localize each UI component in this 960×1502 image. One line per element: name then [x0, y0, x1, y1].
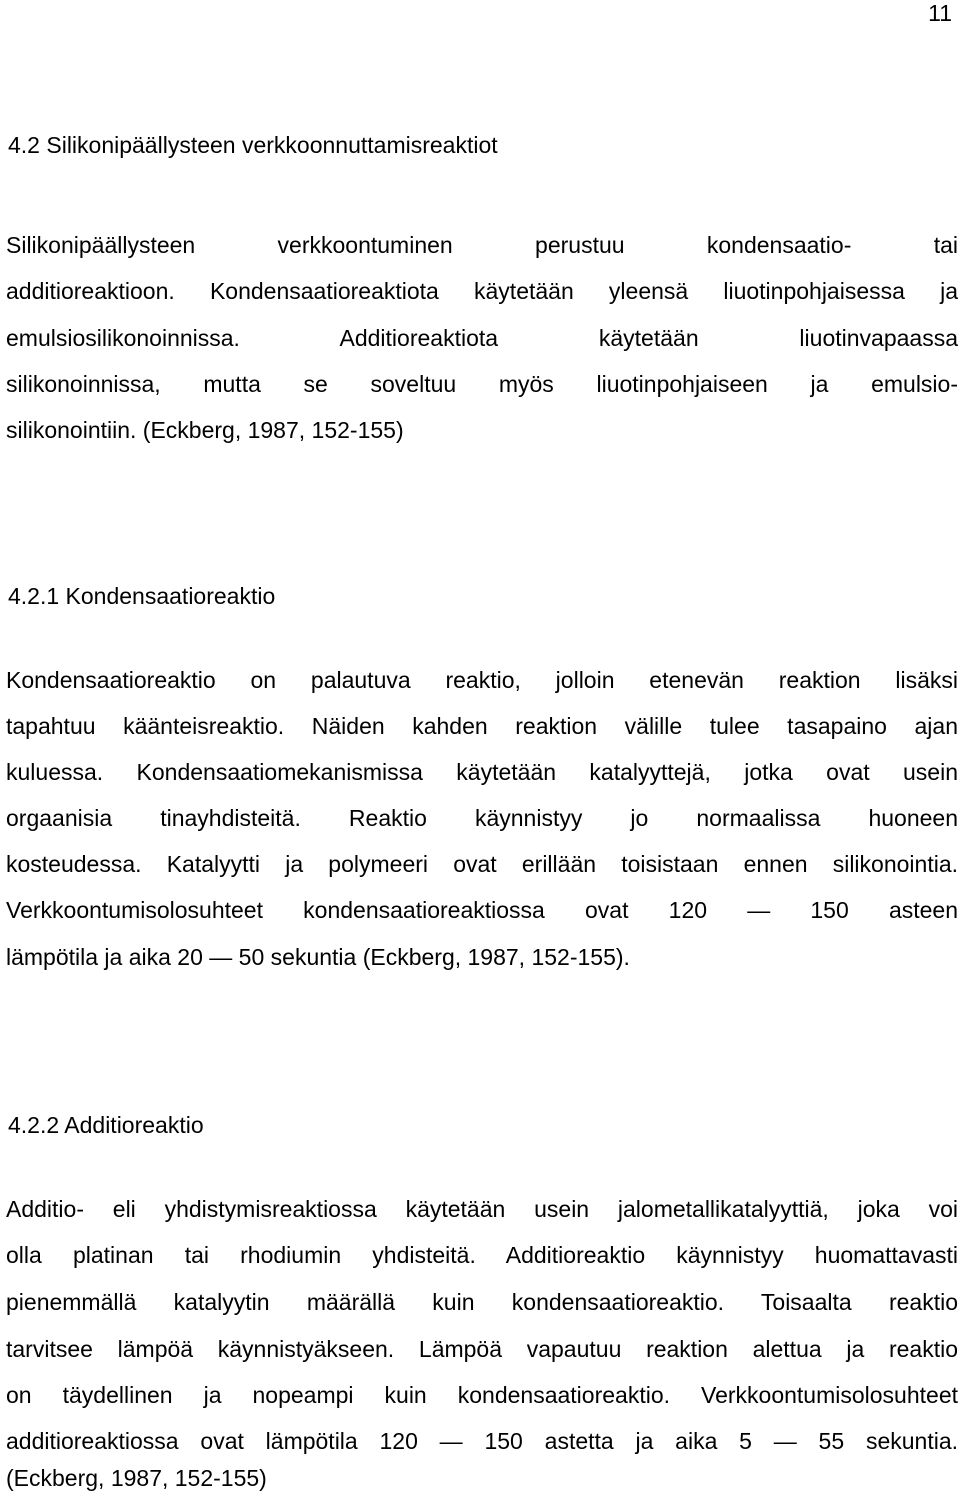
paragraph-4-2 [6, 232, 958, 443]
text-line: tarvitsee lämpöä käynnistyäkseen. Lämpöä vapautuu reaktion alettua ja reaktio [6, 1336, 958, 1362]
text-line: emulsiosilikonoinnissa. Additioreaktiota käytetään liuotinvapaassa [6, 325, 958, 351]
page-number: 11 [928, 0, 952, 26]
text-line: (Eckberg, 1987, 152-155) [6, 1465, 267, 1491]
text-line: on täydellinen ja nopeampi kuin kondensaatioreaktio. Verkkoontumisolosuhteet [6, 1382, 958, 1408]
section-heading-4-2-2: 4.2.2 Additioreaktio [8, 1112, 204, 1138]
text-line: Silikonipäällysteen verkkoontuminen perustuu kondensaatio- tai [6, 232, 958, 258]
text-line: Kondensaatioreaktio on palautuva reaktio, jolloin etenevän reaktion lisäksi [6, 667, 958, 693]
text-line: orgaanisia tinayhdisteitä. Reaktio käynnistyy jo normaalissa huoneen [6, 805, 958, 831]
text-line: pienemmällä katalyytin määrällä kuin kondensaatioreaktio. Toisaalta reaktio [6, 1289, 958, 1315]
text-line: silikonoinnissa, mutta se soveltuu myös liuotinpohjaiseen ja emulsio- [6, 371, 958, 397]
text-line: additioreaktiossa ovat lämpötila 120 — 150 astetta ja aika 5 — 55 sekuntia. [6, 1428, 958, 1454]
text-line: olla platinan tai rhodiumin yhdisteitä. Additioreaktio käynnistyy huomattavasti [6, 1242, 958, 1268]
text-line: additioreaktioon. Kondensaatioreaktiota käytetään yleensä liuotinpohjaisessa ja [6, 278, 958, 304]
text-line: lämpötila ja aika 20 — 50 sekuntia (Eckberg, 1987, 152-155). [6, 944, 630, 970]
text-line: kuluessa. Kondensaatiomekanismissa käytetään katalyyttejä, jotka ovat usein [6, 759, 958, 785]
text-line: silikonointiin. (Eckberg, 1987, 152-155) [6, 417, 404, 443]
paragraph-4-2-2 [6, 1196, 958, 1491]
text-line: Additio- eli yhdistymisreaktiossa käytetään usein jalometallikatalyyttiä, joka voi [6, 1196, 958, 1222]
section-heading-4-2: 4.2 Silikonipäällysteen verkkoonnuttamisreaktiot [8, 132, 498, 158]
text-line: Verkkoontumisolosuhteet kondensaatioreaktiossa ovat 120 — 150 asteen [6, 897, 958, 923]
paragraph-4-2-1 [6, 667, 958, 970]
text-line: kosteudessa. Katalyytti ja polymeeri ovat erillään toisistaan ennen silikonointia. [6, 851, 958, 877]
text-line: tapahtuu käänteisreaktio. Näiden kahden reaktion välille tulee tasapaino ajan [6, 713, 958, 739]
section-heading-4-2-1: 4.2.1 Kondensaatioreaktio [8, 583, 276, 609]
